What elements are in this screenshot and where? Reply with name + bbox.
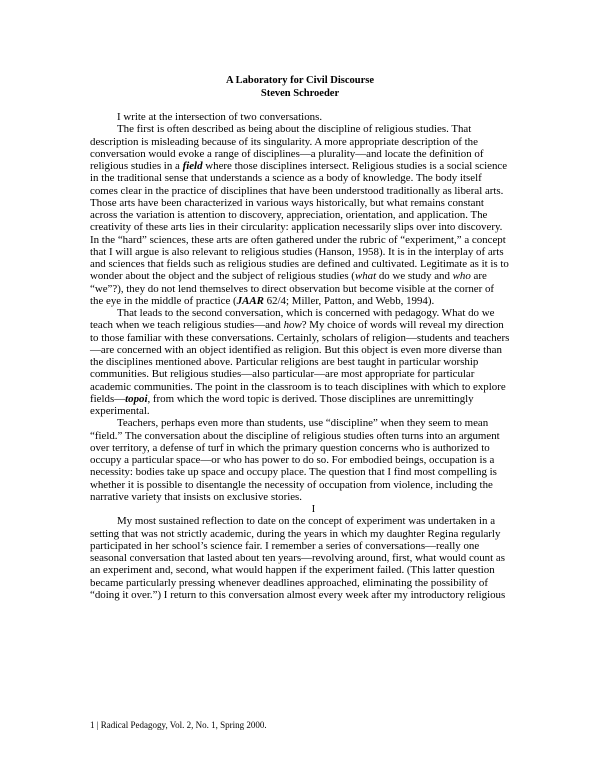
paragraph	[90, 123, 510, 307]
emphasis-topoi: topoi	[125, 392, 148, 405]
paragraph	[90, 111, 510, 123]
emphasis-jaar: JAAR	[236, 294, 264, 307]
text-run: , from which the word topic is derived. Those disciplines are unremittingly experimental.	[90, 392, 474, 417]
text-run: where those disciplines intersect. Religious studies is a social science in the traditional sense that understands a science as a body of knowledge. The body itself comes clear in the practice of disciplines that have been understood traditionally as liberal arts. Those arts have been characterized in various ways historically, but what remains constant across the variation is attention to discovery, appreciation, orientation, and application. The creativity of these arts lies in their circularity: application necessarily slips over into discovery. In the “hard” sciences, these arts are often gathered under the rubric of “experiment,” a concept that I will argue is also relevant to religious studies (Hanson, 1958). It is in the interplay of arts and sciences that fields such as religious studies are defined and cultivated. Legitimate as it is to wonder about the object and the subject of religious studies (	[90, 160, 509, 283]
text-run: ? My choice of words will reveal my direction to those familiar with these conversations. Certainly, scholars of religion—students and teachers—are concerned with an object identified as religion. But this object is even more diverse than the disciplines mentioned above. Particular religions are best taught in particular worship communities. But religious studies—also particular—are most appropriate for particular academic communities. The point in the classroom is to teach disciplines with which to explore fields—	[90, 319, 510, 405]
text-run: The first is often described as being about the discipline of religious studies. That description is misleading because of its singularity. A more appropriate description of the conversation would evoke a range of disciplines—a plurality—and locate the definition of religious studies in a	[90, 123, 484, 172]
text-run: 62/4; Miller, Patton, and Webb, 1994).	[263, 294, 435, 307]
text-run: Teachers, perhaps even more than students, use “discipline” when they seem to mean “field.” The conversation about the discipline of religious studies often turns into an argument over territory, a defense of turf in which the primary question concerns who is authorized to occupy a particular space—or who has power to do so. For embodied beings, occupation is a necessity: bodies take up space and occupy place. The question that I find most compelling is whether it is possible to disentangle the necessity of occupation from violence, including the narrative variety that insists on exclusive stories.	[90, 417, 500, 503]
section-heading: I	[311, 503, 316, 515]
text-run: are “we”?), they do not lend themselves to direct observation but become visible at the corner of the eye in the middle of practice (	[90, 270, 495, 307]
paper-author: Steven Schroeder	[260, 88, 340, 99]
text-run: I write at the intersection of two conversations.	[117, 111, 323, 123]
page-footer: 1 | Radical Pedagogy, Vol. 2, No. 1, Spring 2000.	[90, 720, 267, 730]
emphasis-what: what	[354, 270, 377, 283]
paragraph	[90, 417, 510, 503]
paper-title: A Laboratory for Civil Discourse	[226, 75, 374, 86]
paragraph	[90, 515, 510, 601]
emphasis-field: field	[182, 160, 203, 172]
paragraph	[90, 307, 510, 417]
text-run: That leads to the second conversation, which is concerned with pedagogy. What do we teach when we teach religious studies—and	[90, 307, 495, 332]
text-run: My most sustained reflection to date on the concept of experiment was undertaken in a setting that was not strictly academic, during the years in which my daughter Regina regularly participated in her school’s science fair. I remember a series of conversations—really one seasonal conversation that lasted about ten years—revolving around, first, what would count as an experiment and, second, what would happen if the experiment failed. (This latter question became particularly pressing whenever deadlines approached, eliminating the possibility of “doing it over.”) I return to this conversation almost every week after my introductory religious	[90, 515, 506, 601]
emphasis-how: how	[283, 319, 302, 332]
emphasis-who: who	[452, 270, 471, 283]
text-run: do we study and	[376, 270, 453, 283]
body-text	[90, 111, 510, 601]
